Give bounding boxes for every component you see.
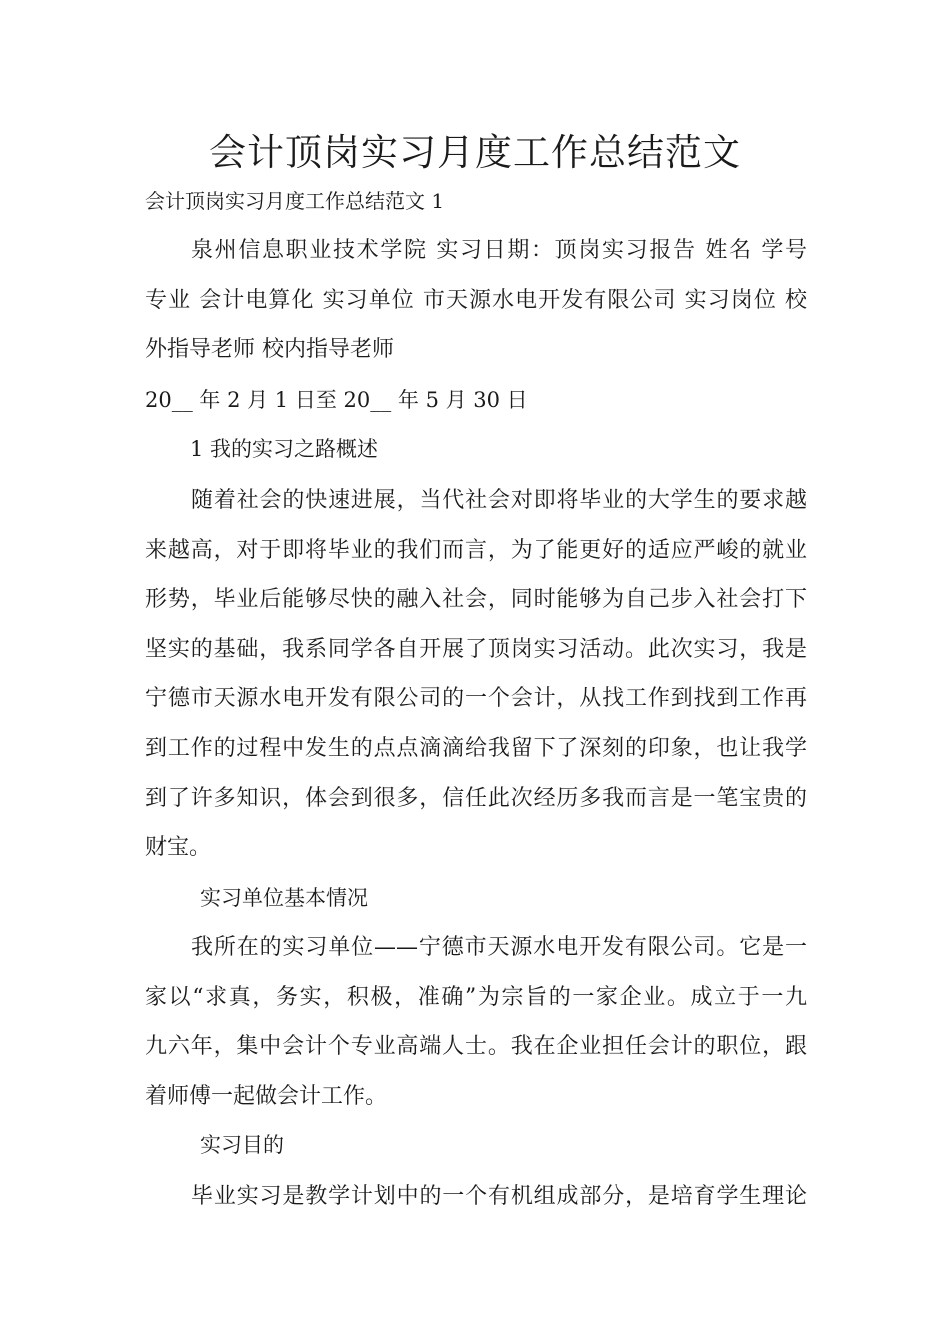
paragraph-line: 九六年，集中会计个专业高端人士。我在企业担任会计的职位，跟 — [145, 1034, 807, 1060]
section-heading: 实习单位基本情况 — [200, 886, 368, 910]
info-line: 专业 会计电算化 实习单位 市天源水电开发有限公司 实习岗位 校 — [145, 287, 807, 313]
info-line: 泉州信息职业技术学院 实习日期：顶岗实习报告 姓名 学号 — [191, 238, 807, 263]
date-line: 20__ 年 2 月 1 日至 20__ 年 5 月 30 日 — [145, 388, 528, 412]
section2-paragraph — [145, 923, 807, 1121]
paragraph-line: 到了许多知识，体会到很多，信任此次经历多我而言是一笔宝贵的 — [145, 785, 807, 811]
paragraph-line: 到工作的过程中发生的点点滴滴给我留下了深刻的印象，也让我学 — [145, 735, 807, 761]
document-subtitle: 会计顶岗实习月度工作总结范文 1 — [145, 189, 445, 213]
paragraph-line: 我所在的实习单位——宁德市天源水电开发有限公司。它是一 — [191, 935, 807, 960]
section-heading: 实习目的 — [200, 1133, 284, 1157]
section-heading: 1 我的实习之路概述 — [190, 437, 379, 461]
paragraph-line: 随着社会的快速进展，当代社会对即将毕业的大学生的要求越 — [191, 488, 807, 513]
section1-paragraph — [145, 476, 807, 873]
document-title: 会计顶岗实习月度工作总结范文 — [209, 131, 741, 174]
info-line: 外指导老师 校内指导老师 — [145, 337, 394, 363]
section3-paragraph — [145, 1172, 807, 1222]
paragraph-line: 来越高，对于即将毕业的我们而言，为了能更好的适应严峻的就业 — [145, 537, 807, 563]
paragraph-line: 毕业实习是教学计划中的一个有机组成部分，是培育学生理论 — [191, 1184, 807, 1209]
info-paragraph — [145, 226, 807, 375]
paragraph-line: 宁德市天源水电开发有限公司的一个会计，从找工作到找到工作再 — [145, 686, 807, 712]
paragraph-line: 形势，毕业后能够尽快的融入社会，同时能够为自己步入社会打下 — [145, 587, 807, 613]
paragraph-line: 坚实的基础，我系同学各自开展了顶岗实习活动。此次实习，我是 — [145, 636, 807, 662]
paragraph-line: 着师傅一起做会计工作。 — [145, 1083, 388, 1109]
paragraph-line: 财宝。 — [145, 835, 212, 861]
paragraph-line: 家以“求真，务实，积极，准确”为宗旨的一家企业。成立于一九 — [145, 984, 807, 1010]
